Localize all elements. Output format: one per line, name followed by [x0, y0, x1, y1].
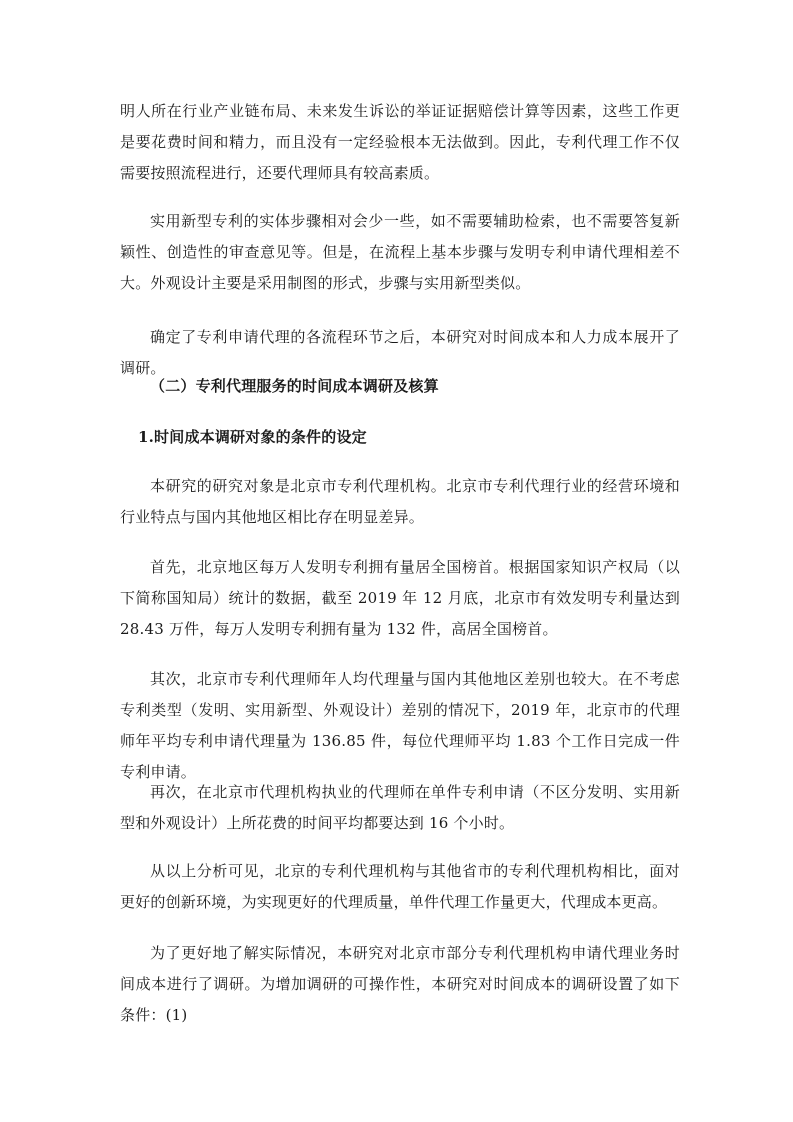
section-heading: （二）专利代理服务的时间成本调研及核算: [150, 377, 439, 395]
subsection-heading: 1.时间成本调研对象的条件的设定: [138, 428, 367, 446]
paragraph-research-object: 本研究的研究对象是北京市专利代理机构。北京市专利代理行业的经营环境和行业特点与国内其他地区相比存在明显差异。: [120, 477, 680, 526]
paragraph-utility-model: 实用新型专利的实体步骤相对会少一些，如不需要辅助检索，也不需要答复新颖性、创造性的审查意见等。但是，在流程上基本步骤与发明专利申请代理相差不大。外观设计主要是采用制图的形式，步骤与实用新型类似。: [120, 212, 680, 292]
paragraph-continued: 明人所在行业产业链布局、未来发生诉讼的举证证据赔偿计算等因素，这些工作更是要花费时间和精力，而且没有一定经验根本无法做到。因此，专利代理工作不仅需要按照流程进行，还要代理师具有较高素质。: [120, 102, 680, 182]
paragraph-first: 首先，北京地区每万人发明专利拥有量居全国榜首。根据国家知识产权局（以下简称国知局）统计的数据，截至 2019 年 12 月底，北京市有效发明专利量达到 28.43 万件，每万人发明专利拥有量为 132 件，高居全国榜首。: [120, 558, 680, 638]
paragraph-research-intro: 确定了专利申请代理的各流程环节之后，本研究对时间成本和人力成本展开了调研。: [120, 328, 680, 377]
paragraph-third: 再次，在北京市代理机构执业的代理师在单件专利申请（不区分发明、实用新型和外观设计）上所花费的时间平均都要达到 16 个小时。: [120, 783, 680, 832]
paragraph-survey: 为了更好地了解实际情况，本研究对北京市部分专利代理机构申请代理业务时间成本进行了调研。为增加调研的可操作性，本研究对时间成本的调研设置了如下条件：(1): [120, 944, 680, 1024]
paragraph-second: 其次，北京市专利代理师年人均代理量与国内其他地区差别也较大。在不考虑专利类型（发明、实用新型、外观设计）差别的情况下，2019 年，北京市的代理师年平均专利申请代理量为 136.85 件，每位代理师平均 1.83 个工作日完成一件专利申请。: [120, 670, 680, 781]
paragraph-analysis: 从以上分析可见，北京的专利代理机构与其他省市的专利代理机构相比，面对更好的创新环境，为实现更好的代理质量，单件代理工作量更大，代理成本更高。: [120, 862, 680, 911]
